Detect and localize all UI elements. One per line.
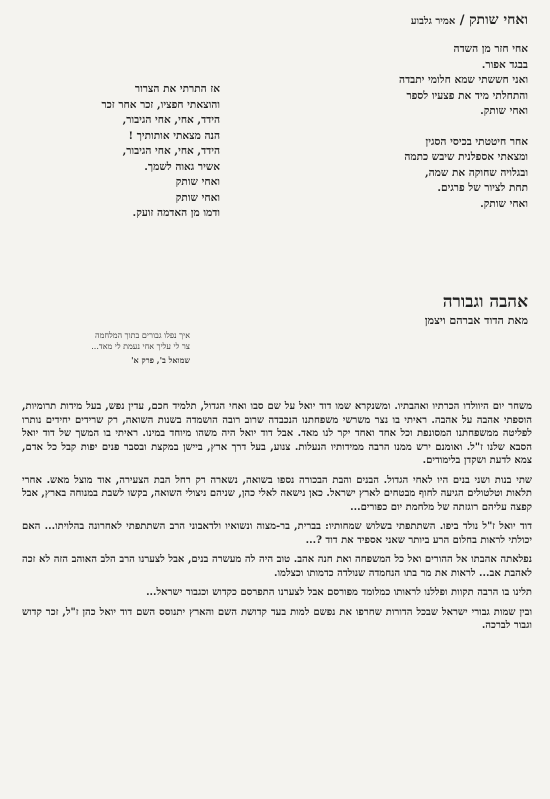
poem-line: ובגלויה שחוקה את שמה, [424,166,528,179]
poem-line: אחר חיטטתי בכיסי הסגין [425,135,528,148]
paragraph: שתי בנות ושני בנים היו לאחי הגדול. הבנים והבת הבכורה נספו בשואה, נשארה רק רחל הבת הצעירה, אוד מוצל מאש. אחרי תלאות וטלטולים הגיעה לחוף מבטחים לארץ ישראל. כאן נישאה לאלי כהן, שניהם ניצולי השואה, בקשו לשבת במנוחה בארץ, אבל קפצה עליהם רוגזתה של מלחמת יום כפורים... [22,474,532,513]
poem-right-column [278,42,528,212]
paragraph: דוד יואל ז"ל נולד ביפו. השתתפתי בשלוש שמחותיו: בברית, בר-מצוה ונשואיו ולדאבוני הרב השתתפתי לאחרונה בהלויתו... האם יכולתי לראות בחלום הרע ביותר שאני אספיד את דוד ?... [22,521,532,546]
poem-line: אז התרתי את הצרור [134,83,220,95]
poem-line: והוצאתי חפציו, זכר אחר זכר [101,98,220,111]
poem-author: אמיר גלבוע [410,16,456,27]
poem-line: ודמו מן האדמה זועק. [132,207,220,219]
poem-line: תחת לציור של פרגים. [437,182,528,194]
poem-stanza [278,135,528,213]
poem-line: בבגד אפור. [481,58,528,71]
epigraph-line: צר לי עליך אחי נעמת לי מאד... [91,342,190,351]
poem-line: ואחי שותק. [480,105,528,117]
epigraph-source: שמואל ב', פרק א' [131,355,190,365]
poem-line: אשיר גאוה לשמך. [144,160,220,173]
poem-line: אחי חזר מן השדה [453,43,528,55]
poem-line: ואחי שותק. [480,197,528,210]
epigraph [10,330,190,366]
poem-line: הידד, אחי, אחי הגיבור, [122,114,220,126]
poem-line: הנה מצאתי אותותיך ! [128,129,220,142]
poem-line: ומצאתי אספלנית שיבש כתמה [404,151,528,163]
paragraph: ובין שמות גבורי ישראל שבכל הדורות שחרפו את נפשם למות בעד קדושת השם והארץ יתנוסס השם דוד יואל כהן ז"ל, זכר קדוש וגבור לברכה. [22,606,532,631]
title-separator: / [459,13,465,28]
paragraph: נפלאתה אהבתו אל ההורים ואל כל המשפחה ואת חנה אהב. טוב היה לה מעשרה בנים, אבל לצערנו הרב הלב האוהב הזה לא זכה לאהבת אב... לראות את מר בתו הנחמדה שנולדה כדמותו וכצלמו. [22,554,532,579]
paragraph: משחר יום היוולדו הכרתיו ואהבתיו. ומשנקרא שמו דוד יואל על שם סבו ואחי הגדול, תלמיד חכם, עדין נפש, בעל מידות תרומיות, הוספתי אהבה על אהבה. ראיתי בו נצר משרשי משפחתנו הנכבדה שרוב רובה הושמדה בשנות השואה, רק שרידים יחידים נותרו לפליטה ממשפחתנו המסונפת וכל אחד ואחד יקר לנו מאד. אבל דוד יואל היה משהו מיוחד במינו. ראיתי בו המשך של דוד יואל הסבא שלנו ז"ל. ואומנם ירש ממנו הרבה ממידותיו הנעלות. צנוע, בעל דרך ארץ, ביישן במקצת ובסבר פנים יפות קבל כל אדם, צמא לדעת ושקדן בלימודים. [22,401,532,466]
poem-line: ואחי שותק [175,176,220,188]
poem-stanza [278,42,528,120]
poem-line: ואחי שותק [175,191,220,204]
poem-title: ואחי שותק [469,12,528,28]
poem-line: והתחלתי מיד את פצעיו לספר [406,89,528,102]
poem-left-column [30,82,220,222]
epigraph-line: איך נפלו גבורים בתוך המלחמה [94,331,190,340]
section-title: אהבה וגבורה [442,292,528,312]
paragraph: תלינו בו הרבה תקוות ופללנו לראותו כמלומד מפורסם אבל לצערנו התפרסם כקדוש וכגבור ישראל... [146,587,532,598]
section-author: מאת הדוד אברהם ויצמן [424,314,528,327]
poem-header [22,12,528,29]
poem-line: הידד, אחי, אחי הגיבור, [122,145,220,157]
poem-line: ואני חששתי שמא חלומי יתבדה [399,74,528,86]
article-body [22,400,532,639]
